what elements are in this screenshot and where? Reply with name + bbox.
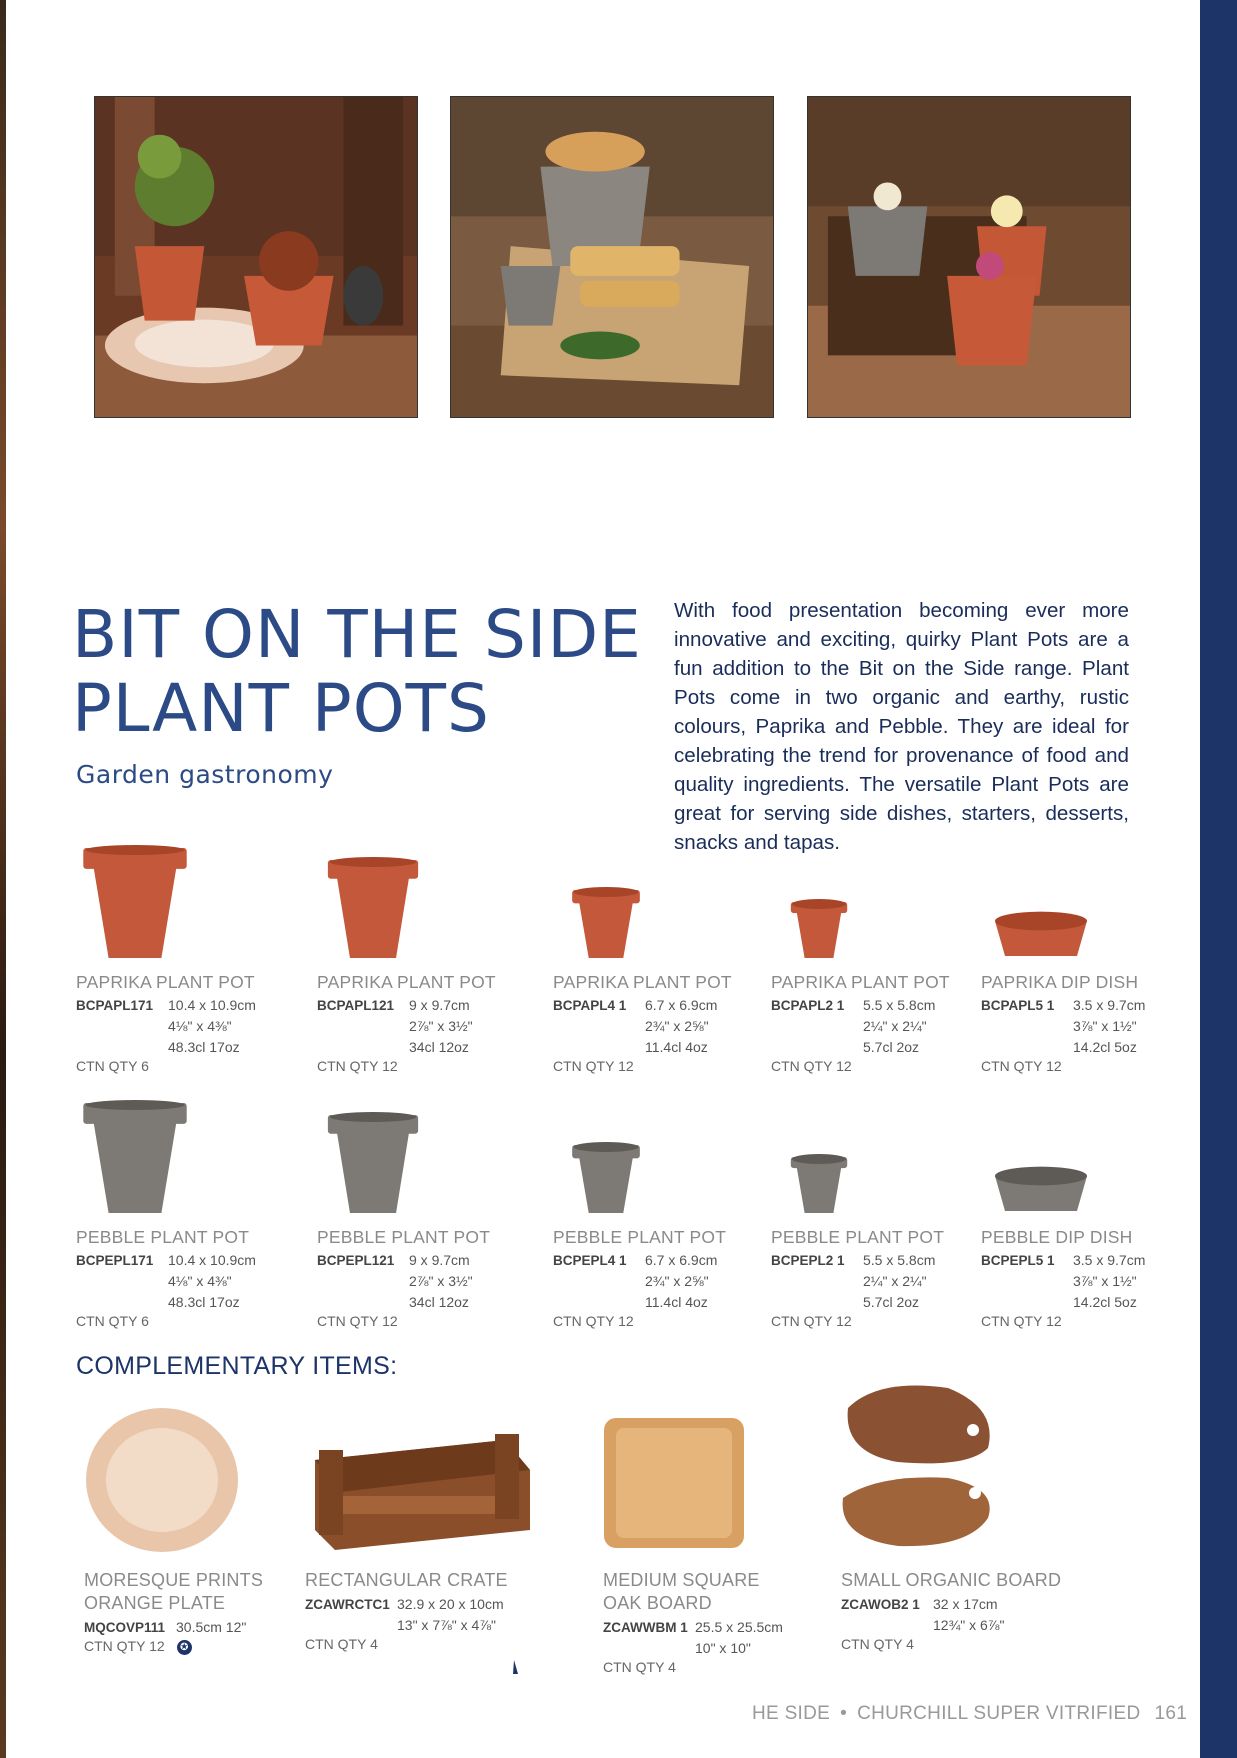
product-code: BCPAPL2 1 bbox=[771, 998, 845, 1013]
product-dimensions-metric: 10.4 x 10.9cm bbox=[168, 997, 256, 1013]
product-name: PAPRIKA PLANT POT bbox=[771, 972, 950, 992]
product-dimensions-imperial: 2¼" x 2¼" bbox=[863, 1273, 927, 1289]
item-dimensions: 30.5cm 12" bbox=[176, 1619, 247, 1635]
product-dimensions-metric: 5.5 x 5.8cm bbox=[863, 997, 936, 1013]
product-capacity: 11.4cl 4oz bbox=[645, 1039, 708, 1055]
product-code: BCPAPL121 bbox=[317, 998, 395, 1013]
item-dimensions-imperial: 13" x 7⅞" x 4⅞" bbox=[397, 1617, 496, 1633]
product-dimensions-metric: 9 x 9.7cm bbox=[409, 1252, 470, 1268]
complementary-text-organic-board bbox=[841, 1569, 1061, 1652]
dip-dish-image bbox=[991, 908, 1091, 960]
product-name: PEBBLE DIP DISH bbox=[981, 1227, 1133, 1247]
product-capacity: 48.3cl 17oz bbox=[168, 1294, 240, 1310]
product-code: BCPEPL5 1 bbox=[981, 1253, 1055, 1268]
page-footer bbox=[752, 1703, 1187, 1725]
product-code: BCPAPL171 bbox=[76, 998, 154, 1013]
product-dimensions-imperial: 2¾" x 2⅝" bbox=[645, 1018, 709, 1034]
plant-pot-image bbox=[570, 1141, 642, 1215]
item-name: RECTANGULAR CRATE bbox=[305, 1570, 508, 1590]
page-title bbox=[72, 598, 642, 746]
product-code: BCPAPL4 1 bbox=[553, 998, 627, 1013]
product-ctn-qty: CTN QTY 6 bbox=[76, 1058, 149, 1074]
product-capacity: 48.3cl 17oz bbox=[168, 1039, 240, 1055]
plant-pot-image bbox=[789, 898, 849, 960]
product-name: PAPRIKA PLANT POT bbox=[317, 972, 496, 992]
product-code: BCPEPL4 1 bbox=[553, 1253, 627, 1268]
product-name: PAPRIKA PLANT POT bbox=[553, 972, 732, 992]
item-ctn-qty: CTN QTY 4 bbox=[603, 1659, 676, 1675]
product-name: PEBBLE PLANT POT bbox=[553, 1227, 727, 1247]
item-ctn-qty: CTN QTY 12 bbox=[84, 1638, 165, 1654]
complementary-text-plate bbox=[84, 1569, 263, 1655]
crate-image bbox=[305, 1420, 535, 1560]
item-dimensions-imperial: 10" x 10" bbox=[695, 1640, 751, 1656]
product-dimensions-imperial: 4⅛" x 4⅜" bbox=[168, 1018, 232, 1034]
product-dimensions-imperial: 2⅞" x 3½" bbox=[409, 1018, 473, 1034]
product-dimensions-metric: 5.5 x 5.8cm bbox=[863, 1252, 936, 1268]
product-capacity: 5.7cl 2oz bbox=[863, 1294, 920, 1310]
plant-pot-image bbox=[325, 856, 421, 960]
product-dimensions-metric: 10.4 x 10.9cm bbox=[168, 1252, 256, 1268]
item-dimensions-imperial: 12¾" x 6⅞" bbox=[933, 1617, 1005, 1633]
complementary-item-crate bbox=[305, 1420, 535, 1565]
product-capacity: 14.2cl 5oz bbox=[1073, 1039, 1137, 1055]
page-number: 161 bbox=[1154, 1703, 1188, 1724]
photo-paprika-pots-with-snacks bbox=[94, 96, 418, 418]
plant-pot-image bbox=[80, 844, 190, 960]
product-dimensions-metric: 6.7 x 6.9cm bbox=[645, 997, 718, 1013]
product-dimensions-imperial: 2⅞" x 3½" bbox=[409, 1273, 473, 1289]
product-dimensions-metric: 3.5 x 9.7cm bbox=[1073, 1252, 1146, 1268]
product-ctn-qty: CTN QTY 12 bbox=[771, 1058, 852, 1074]
product-name: PEBBLE PLANT POT bbox=[76, 1227, 250, 1247]
product-ctn-qty: CTN QTY 6 bbox=[76, 1313, 149, 1329]
orange-plate-image bbox=[84, 1406, 244, 1554]
complementary-item-organic-boards bbox=[838, 1378, 998, 1563]
product-ctn-qty: CTN QTY 12 bbox=[317, 1058, 398, 1074]
page-left-edge bbox=[0, 0, 6, 1758]
plant-pot-image bbox=[80, 1099, 190, 1215]
product-ctn-qty: CTN QTY 12 bbox=[771, 1313, 852, 1329]
product-name: PEBBLE PLANT POT bbox=[771, 1227, 945, 1247]
product-dimensions-imperial: 3⅞" x 1½" bbox=[1073, 1273, 1137, 1289]
item-dimensions: 25.5 x 25.5cm bbox=[695, 1619, 783, 1635]
page-title-line2: PLANT POTS bbox=[72, 670, 490, 747]
item-code: ZCAWRCTC1 bbox=[305, 1597, 390, 1612]
item-dimensions: 32.9 x 20 x 10cm bbox=[397, 1596, 504, 1612]
product-dimensions-imperial: 4⅛" x 4⅜" bbox=[168, 1273, 232, 1289]
product-card bbox=[553, 1227, 783, 1329]
photo-pots-in-crate-with-flowers bbox=[807, 96, 1131, 418]
complementary-item-square-board bbox=[600, 1414, 750, 1559]
product-ctn-qty: CTN QTY 12 bbox=[981, 1058, 1062, 1074]
product-card bbox=[553, 972, 783, 1074]
item-name: SMALL ORGANIC BOARD bbox=[841, 1570, 1062, 1590]
product-name: PAPRIKA DIP DISH bbox=[981, 972, 1139, 992]
product-capacity: 34cl 12oz bbox=[409, 1039, 469, 1055]
product-name: PAPRIKA PLANT POT bbox=[76, 972, 255, 992]
item-ctn-qty: CTN QTY 4 bbox=[841, 1636, 914, 1652]
product-dimensions-metric: 9 x 9.7cm bbox=[409, 997, 470, 1013]
product-dimensions-metric: 6.7 x 6.9cm bbox=[645, 1252, 718, 1268]
product-ctn-qty: CTN QTY 12 bbox=[981, 1313, 1062, 1329]
decorative-mark bbox=[513, 1660, 518, 1674]
product-card bbox=[981, 972, 1211, 1074]
product-capacity: 11.4cl 4oz bbox=[645, 1294, 708, 1310]
plant-pot-image bbox=[325, 1111, 421, 1215]
product-ctn-qty: CTN QTY 12 bbox=[317, 1313, 398, 1329]
product-dimensions-imperial: 3⅞" x 1½" bbox=[1073, 1018, 1137, 1034]
item-ctn-qty: CTN QTY 4 bbox=[305, 1636, 378, 1652]
product-code: BCPEPL121 bbox=[317, 1253, 395, 1268]
complementary-heading: COMPLEMENTARY ITEMS: bbox=[76, 1352, 398, 1380]
product-card bbox=[317, 1227, 547, 1329]
page-title-line1: BIT ON THE SIDE bbox=[72, 596, 642, 673]
product-card bbox=[76, 972, 306, 1074]
star-icon: ✪ bbox=[177, 1640, 192, 1655]
product-ctn-qty: CTN QTY 12 bbox=[553, 1313, 634, 1329]
product-code: BCPEPL2 1 bbox=[771, 1253, 845, 1268]
product-name: PEBBLE PLANT POT bbox=[317, 1227, 491, 1247]
product-code: BCPAPL5 1 bbox=[981, 998, 1055, 1013]
square-board-image bbox=[600, 1414, 750, 1554]
product-dimensions-metric: 3.5 x 9.7cm bbox=[1073, 997, 1146, 1013]
item-code: ZCAWOB2 1 bbox=[841, 1597, 920, 1612]
right-brand-bar bbox=[1200, 0, 1237, 1758]
product-dimensions-imperial: 2¾" x 2⅝" bbox=[645, 1273, 709, 1289]
product-ctn-qty: CTN QTY 12 bbox=[553, 1058, 634, 1074]
complementary-item-plate bbox=[84, 1406, 244, 1559]
product-card bbox=[76, 1227, 306, 1329]
product-card bbox=[771, 1227, 1001, 1329]
page-subtitle: Garden gastronomy bbox=[76, 760, 334, 789]
plant-pot-image bbox=[789, 1153, 849, 1215]
photo-pebble-pots-with-pie bbox=[450, 96, 774, 418]
dip-dish-image bbox=[991, 1163, 1091, 1215]
organic-board-image bbox=[838, 1378, 998, 1558]
product-card bbox=[981, 1227, 1211, 1329]
product-code: BCPEPL171 bbox=[76, 1253, 154, 1268]
item-code: MQCOVP111 bbox=[84, 1620, 166, 1635]
complementary-text-crate bbox=[305, 1569, 508, 1652]
item-name-line2: ORANGE PLATE bbox=[84, 1593, 226, 1613]
item-code: ZCAWWBM 1 bbox=[603, 1620, 688, 1635]
intro-paragraph: With food presentation becoming ever more innovative and exciting, quirky Plant Pots are a fun addition to the Bit on the Side range. Plant Pots come in two organic and earthy, rustic colours, Paprika and Pebble. They are ideal for celebrating the trend for provenance of food and quality ingredients. The versatile Plant Pots are great for serving side dishes, starters, desserts, snacks and tapas. bbox=[674, 599, 1129, 854]
complementary-text-square-board bbox=[603, 1569, 783, 1675]
item-name: MORESQUE PRINTS bbox=[84, 1570, 264, 1590]
footer-brand: CHURCHILL SUPER VITRIFIED bbox=[857, 1703, 1141, 1724]
item-dimensions: 32 x 17cm bbox=[933, 1596, 998, 1612]
product-capacity: 34cl 12oz bbox=[409, 1294, 469, 1310]
product-capacity: 5.7cl 2oz bbox=[863, 1039, 920, 1055]
product-card bbox=[317, 972, 547, 1074]
footer-section: HE SIDE bbox=[752, 1703, 831, 1724]
product-dimensions-imperial: 2¼" x 2¼" bbox=[863, 1018, 927, 1034]
item-name-line2: OAK BOARD bbox=[603, 1593, 712, 1613]
footer-separator: • bbox=[840, 1703, 848, 1724]
plant-pot-image bbox=[570, 886, 642, 960]
product-capacity: 14.2cl 5oz bbox=[1073, 1294, 1137, 1310]
product-card bbox=[771, 972, 1001, 1074]
item-name: MEDIUM SQUARE bbox=[603, 1570, 760, 1590]
